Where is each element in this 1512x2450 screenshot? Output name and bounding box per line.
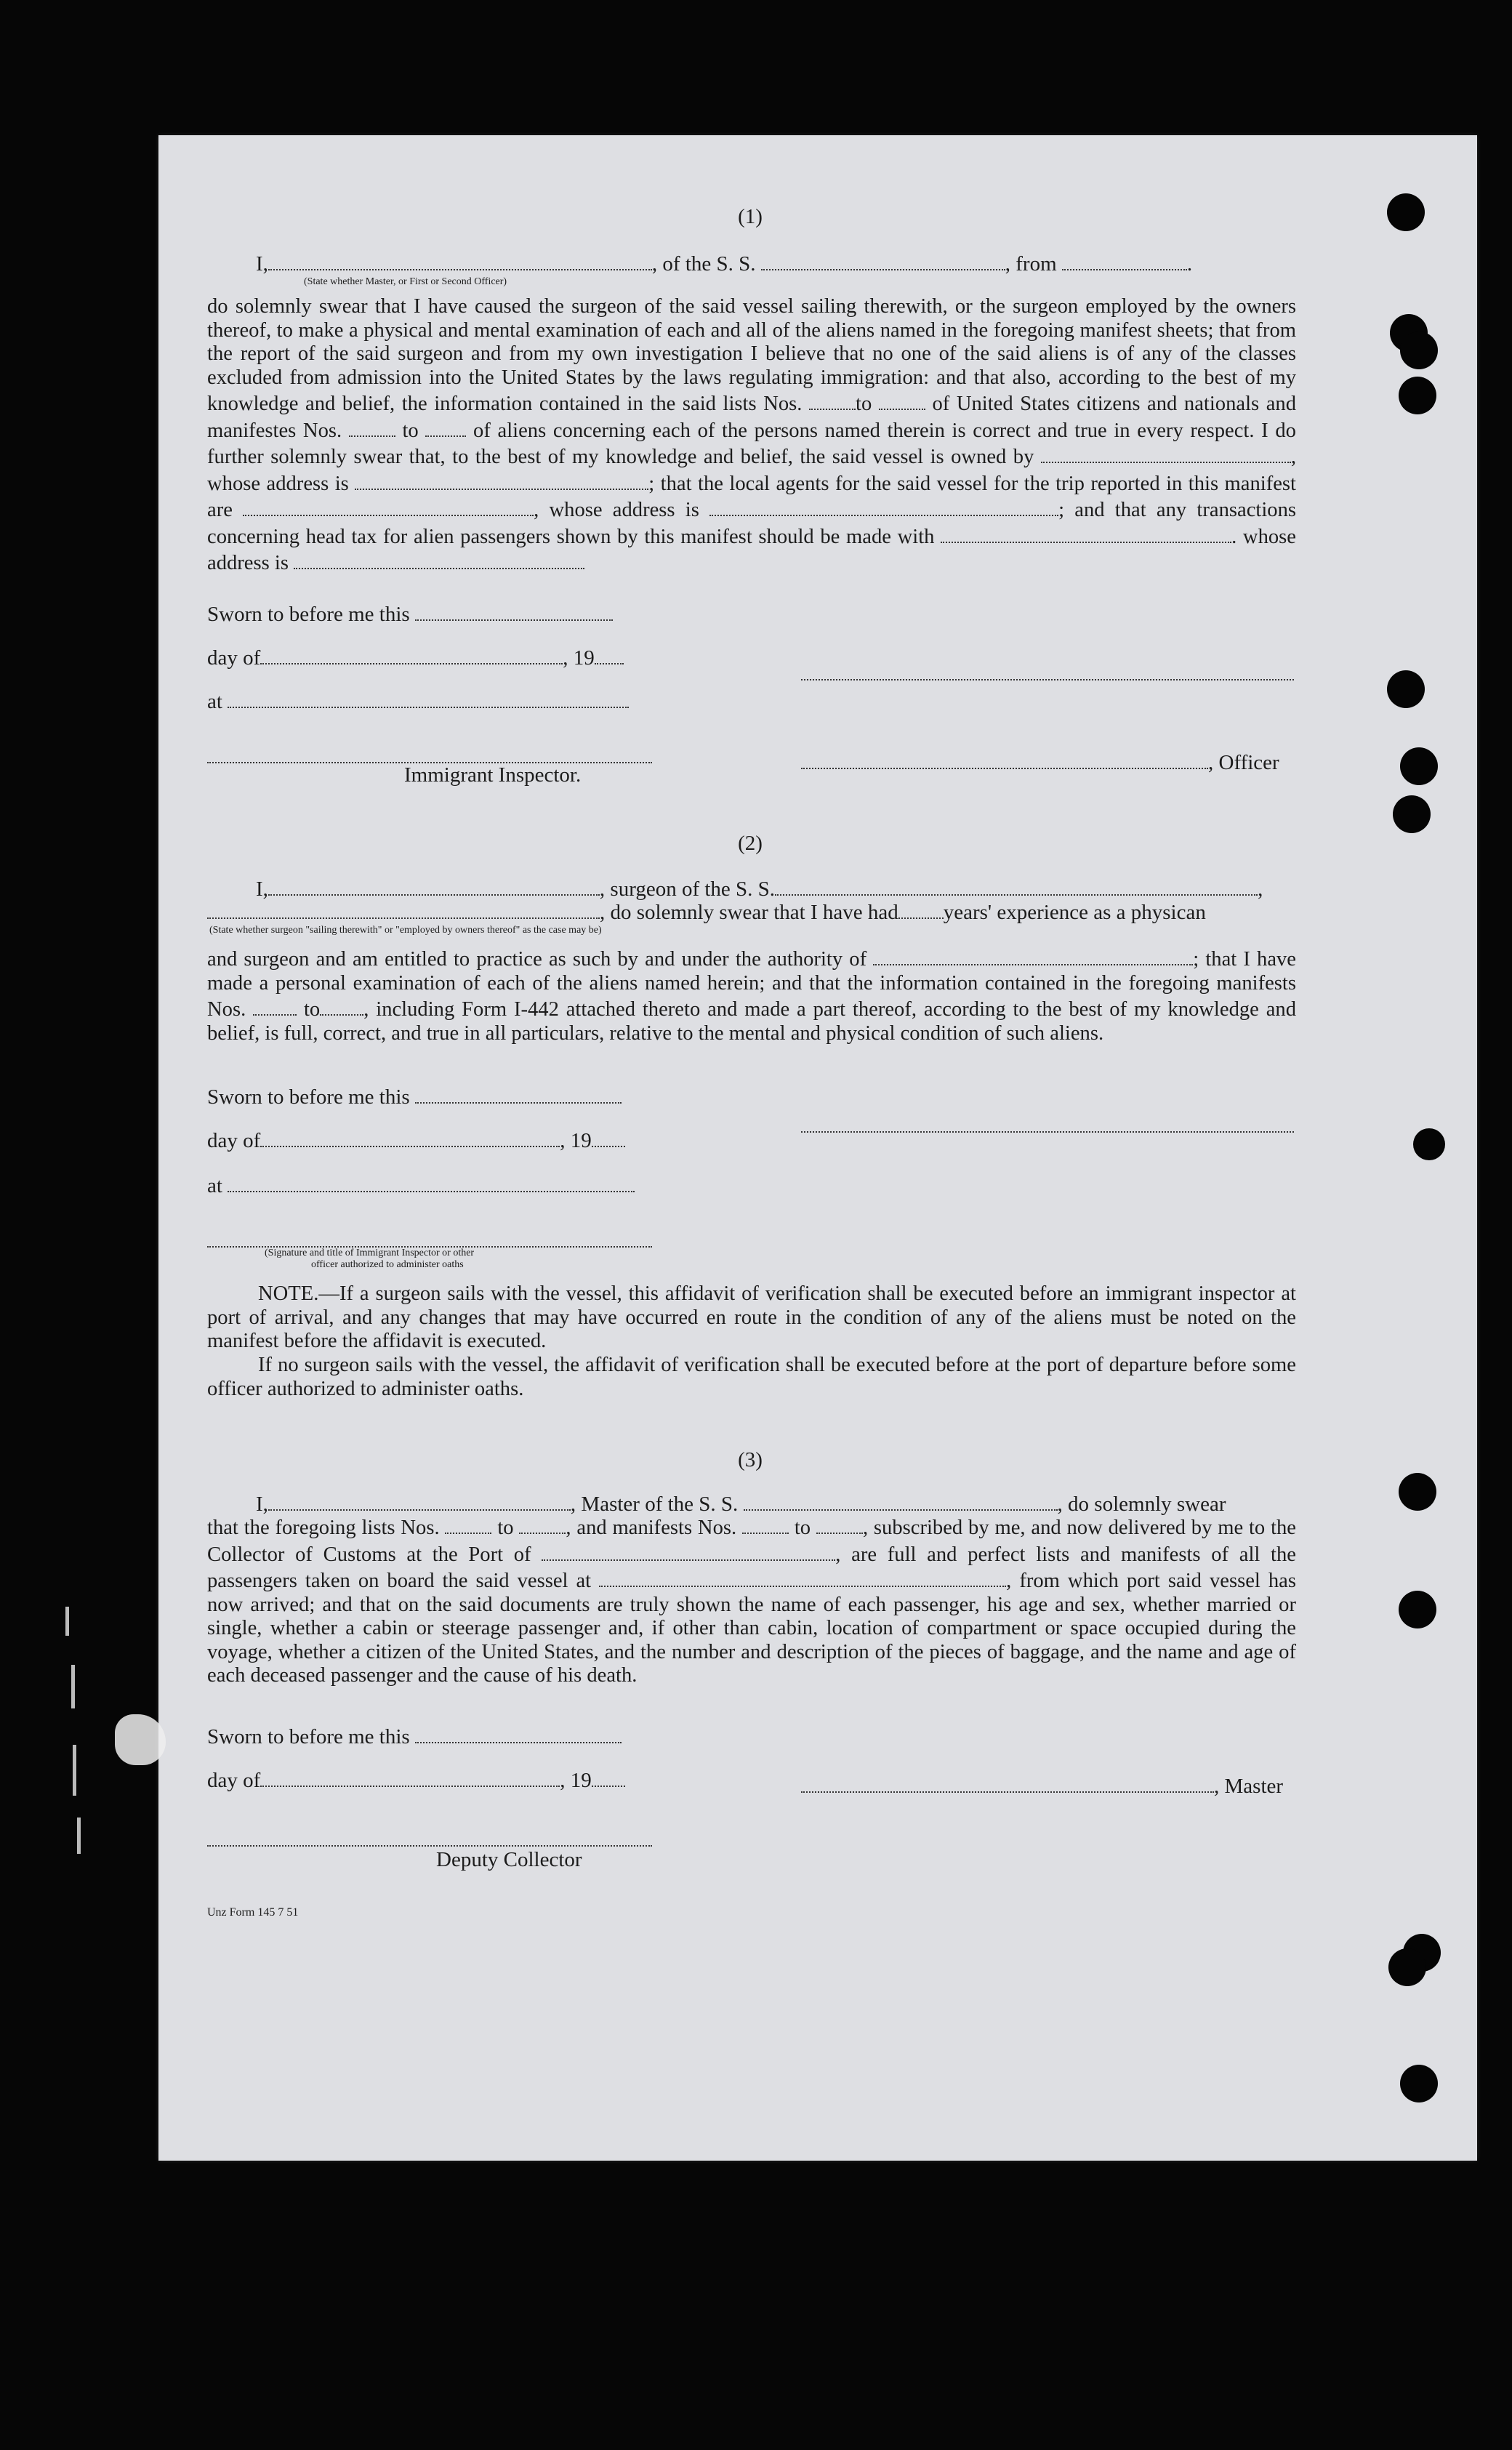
edge-mark [73,1745,76,1796]
years-field[interactable] [898,899,944,919]
manifests-to-field[interactable] [425,417,466,437]
s3-vessel-field[interactable] [744,1490,1058,1511]
s2-place-field[interactable] [228,1172,635,1192]
section-3-number: (3) [738,1448,763,1471]
officer-signature-field[interactable] [801,749,1208,769]
port-from-field[interactable] [1062,250,1187,270]
s1-sworn-line [207,601,613,627]
s1-of-ss-label: , of the S. S. [651,252,756,276]
s1-day-line [207,644,624,670]
deputy-signature-line[interactable] [207,1826,652,1847]
s2-years-label: years' experience as a physican [943,901,1206,924]
s1-year-label: , 19 [563,646,595,670]
local-agents-field[interactable] [243,496,534,516]
s2-day-label: day of [207,1129,261,1152]
punch-hole [1400,332,1438,369]
master-signature-field[interactable] [801,1772,1214,1793]
s3-body [207,1514,1296,1688]
s2-note-1: NOTE.—If a surgeon sails with the vessel, this affidavit of verification shall be executed before an immigrant inspector at port of arrival, and any changes that may have occurred en route in the condition of any of the aliens must be noted on the manifest before the affidavit is executed. [207,1282,1296,1352]
s2-inspector-signature-line[interactable] [207,1227,652,1248]
s3-sworn-label: Sworn to before me this [207,1725,410,1748]
section-2-number: (2) [738,832,763,855]
s1-text: of aliens concerning each of the persons named therein is correct and true in every respect. I do further solemnly swear that, to the best of my knowledge and belief, the said vessel is owned by [207,419,1296,468]
deputy-collector-caption: Deputy Collector [436,1848,582,1871]
master-label: , Master [1214,1775,1284,1798]
s3-sworn-line [207,1723,622,1749]
s2-text: that I have made a personal examination of each of the aliens named herein; and that the information contained in the foregoing manifests Nos. [207,948,1296,1021]
punch-hole [1400,747,1438,785]
punch-hole [1399,1473,1436,1511]
s3-month-field[interactable] [260,1767,560,1787]
s2-text: and surgeon and am entitled to practice as such by and under the authority of [207,948,867,971]
surgeon-name-field[interactable] [268,875,600,896]
s1-text: do solemnly swear that I have caused the surgeon of the said vessel sailing therewith, or the surgeon employed by the owners thereof, to make a physical and mental examination of each and all of the aliens named in the foregoing manifest sheets; that from the report of the said surgeon and from my own investigation I believe that no one of the said aliens is of any of the classes excluded from admission into the United States by the laws regulating immigration: and that also, according to the best of my knowledge and belief, the information contained in the said lists Nos. [207,295,1296,415]
s2-swear-label: , do solemnly swear that I have had [600,901,898,924]
s1-place-field[interactable] [228,688,629,708]
s2-surgeon-of-label: , surgeon of the S. S. [599,877,776,901]
s3-lists-to-field[interactable] [519,1514,566,1534]
s3-swear-label: , do solemnly swear [1057,1493,1226,1516]
punch-hole [1413,1128,1445,1160]
manifests-from-field[interactable] [349,417,395,437]
s1-officer-line [801,749,1279,775]
s3-text: that the foregoing lists Nos. [207,1517,440,1539]
punch-hole [1399,1591,1436,1628]
s1-month-field[interactable] [260,644,563,664]
surgeon-signature-line[interactable] [801,1112,1294,1133]
s2-comma: , [1258,877,1263,901]
s1-text: , whose address is [534,499,699,521]
s2-swear-line [207,899,1206,925]
s2-month-field[interactable] [260,1127,560,1147]
edge-mark [71,1665,75,1708]
s1-year-field[interactable] [595,644,624,664]
s1-body [207,295,1296,576]
s1-text: ; that the local agents for the said vessel for the trip reported in this manifest are [207,472,1297,521]
s1-rank-note: (State whether Master, or First or Second Officer) [304,276,507,287]
form-number: Unz Form 145 7 51 [207,1906,299,1919]
s2-at-line [207,1172,635,1198]
vessel-name-field[interactable] [761,250,1005,270]
s1-inspector-caption: Immigrant Inspector. [404,763,582,787]
s2-text: , including Form I-442 attached thereto and made a part thereof, according to the best of my knowledge and belief, is full, correct, and true in all particulars, relative to the mental and physical condition of such aliens. [207,998,1297,1045]
s3-oath-line [256,1490,1226,1517]
head-tax-field[interactable] [941,523,1231,543]
s2-oath-line [256,875,1263,901]
s1-from-label: , from [1005,252,1057,276]
s1-text: of United States citizens and nationals and manifestes Nos. [207,393,1297,442]
officer-label: , Officer [1208,751,1279,774]
s3-master-line [801,1772,1283,1799]
s1-right-line[interactable] [801,660,1294,680]
s3-year-field[interactable] [592,1767,625,1787]
officer-rank-field[interactable] [268,250,652,270]
s1-i-label: I, [256,252,268,276]
s1-text: , whose address is [207,446,1296,495]
s2-sworn-label: Sworn to before me this [207,1085,410,1109]
s2-signature-note-1: (Signature and title of Immigrant Inspector or other [265,1248,475,1258]
port-of-embarkation-field[interactable] [599,1567,1006,1587]
s2-at-label: at [207,1174,222,1197]
s2-sworn-line [207,1083,622,1109]
s3-day-line [207,1767,625,1793]
s3-text: , and manifests Nos. [566,1517,737,1539]
s1-text: . whose address is [207,525,1296,574]
port-of-arrival-field[interactable] [542,1541,835,1561]
edge-mark [65,1607,69,1636]
punch-hole [1387,193,1425,231]
punch-hole [1388,1948,1426,1986]
s3-manifests-from-field[interactable] [742,1514,789,1534]
s3-master-of-label: , Master of the S. S. [570,1493,739,1516]
s1-to-label: to [402,419,419,442]
lists-to-field[interactable] [879,390,925,410]
s1-to-label: to [856,393,872,415]
s2-i-label: I, [256,877,268,901]
s2-year-label: , 19 [560,1129,592,1152]
s2-note-2: If no surgeon sails with the vessel, the affidavit of verification shall be executed before at the port of departure before some officer authorized to administer oaths. [207,1354,1296,1400]
punch-hole [1400,2065,1438,2102]
master-name-field[interactable] [268,1490,571,1511]
s2-manifests-from-field[interactable] [253,995,297,1016]
s2-sworn-day-field[interactable] [415,1083,622,1104]
s3-sworn-day-field[interactable] [415,1723,622,1743]
s3-text: , are full and perfect lists and manifests of all the passengers taken on board the said vessel at [207,1543,1296,1592]
s2-text: ; [1193,948,1199,971]
section-1-number: (1) [738,205,763,228]
s2-to-label: to [303,998,321,1021]
s3-text: , from which port said vessel has now arrived; and that on the said documents are truly shown the name of each passenger, his age and sex, whether married or single, whether a cabin or steerage passenger and, if other than cabin, location of compartment or space occupied during the voyage, whether a citizen of the United States, and the number and description of the pieces of baggage, and the name and age of each deceased passenger and the cause of his death. [207,1570,1296,1687]
s2-year-field[interactable] [592,1127,625,1147]
s3-year-label: , 19 [560,1769,592,1792]
s3-day-label: day of [207,1769,261,1792]
s3-manifests-to-field[interactable] [816,1514,863,1534]
edge-mark [77,1818,81,1854]
s1-sworn-day-field[interactable] [415,601,613,621]
s3-to-label: to [794,1517,811,1539]
head-tax-address-field[interactable] [294,549,584,569]
s3-i-label: I, [256,1493,268,1516]
s1-inspector-signature-line[interactable] [207,743,652,763]
s2-manifests-to-field[interactable] [320,995,363,1016]
s3-text: , subscribed by me, and now delivered by me to the Collector of Customs at the Port of [207,1517,1297,1566]
s2-vessel-field[interactable] [775,875,1258,896]
s1-oath-line: I, , of the S. S. , from . [256,250,1192,276]
punch-hole [1399,377,1436,414]
surgeon-type-field[interactable] [207,899,600,919]
s1-day-label: day of [207,646,261,670]
s3-lists-from-field[interactable] [445,1514,491,1534]
s1-sworn-label: Sworn to before me this [207,603,410,626]
agents-address-field[interactable] [709,496,1058,516]
s1-text: ; and that any transactions concerning head tax for alien passengers shown by this manifest should be made with [207,499,1296,548]
owner-address-field[interactable] [355,470,648,490]
authority-field[interactable] [873,945,1193,965]
owner-field[interactable] [1041,443,1291,463]
s2-signature-note-2: officer authorized to administer oaths [311,1259,464,1270]
s1-at-label: at [207,690,222,713]
s1-at-line [207,688,629,714]
s2-body [207,945,1296,1045]
s2-surgeon-note: (State whether surgeon "sailing therewith" or "employed by owners thereof" as the case may be) [209,925,602,936]
s3-to-label: to [497,1517,514,1539]
punch-hole [1393,795,1431,833]
punch-hole [1387,670,1425,708]
s2-day-line [207,1127,625,1153]
lists-from-field[interactable] [809,390,856,410]
